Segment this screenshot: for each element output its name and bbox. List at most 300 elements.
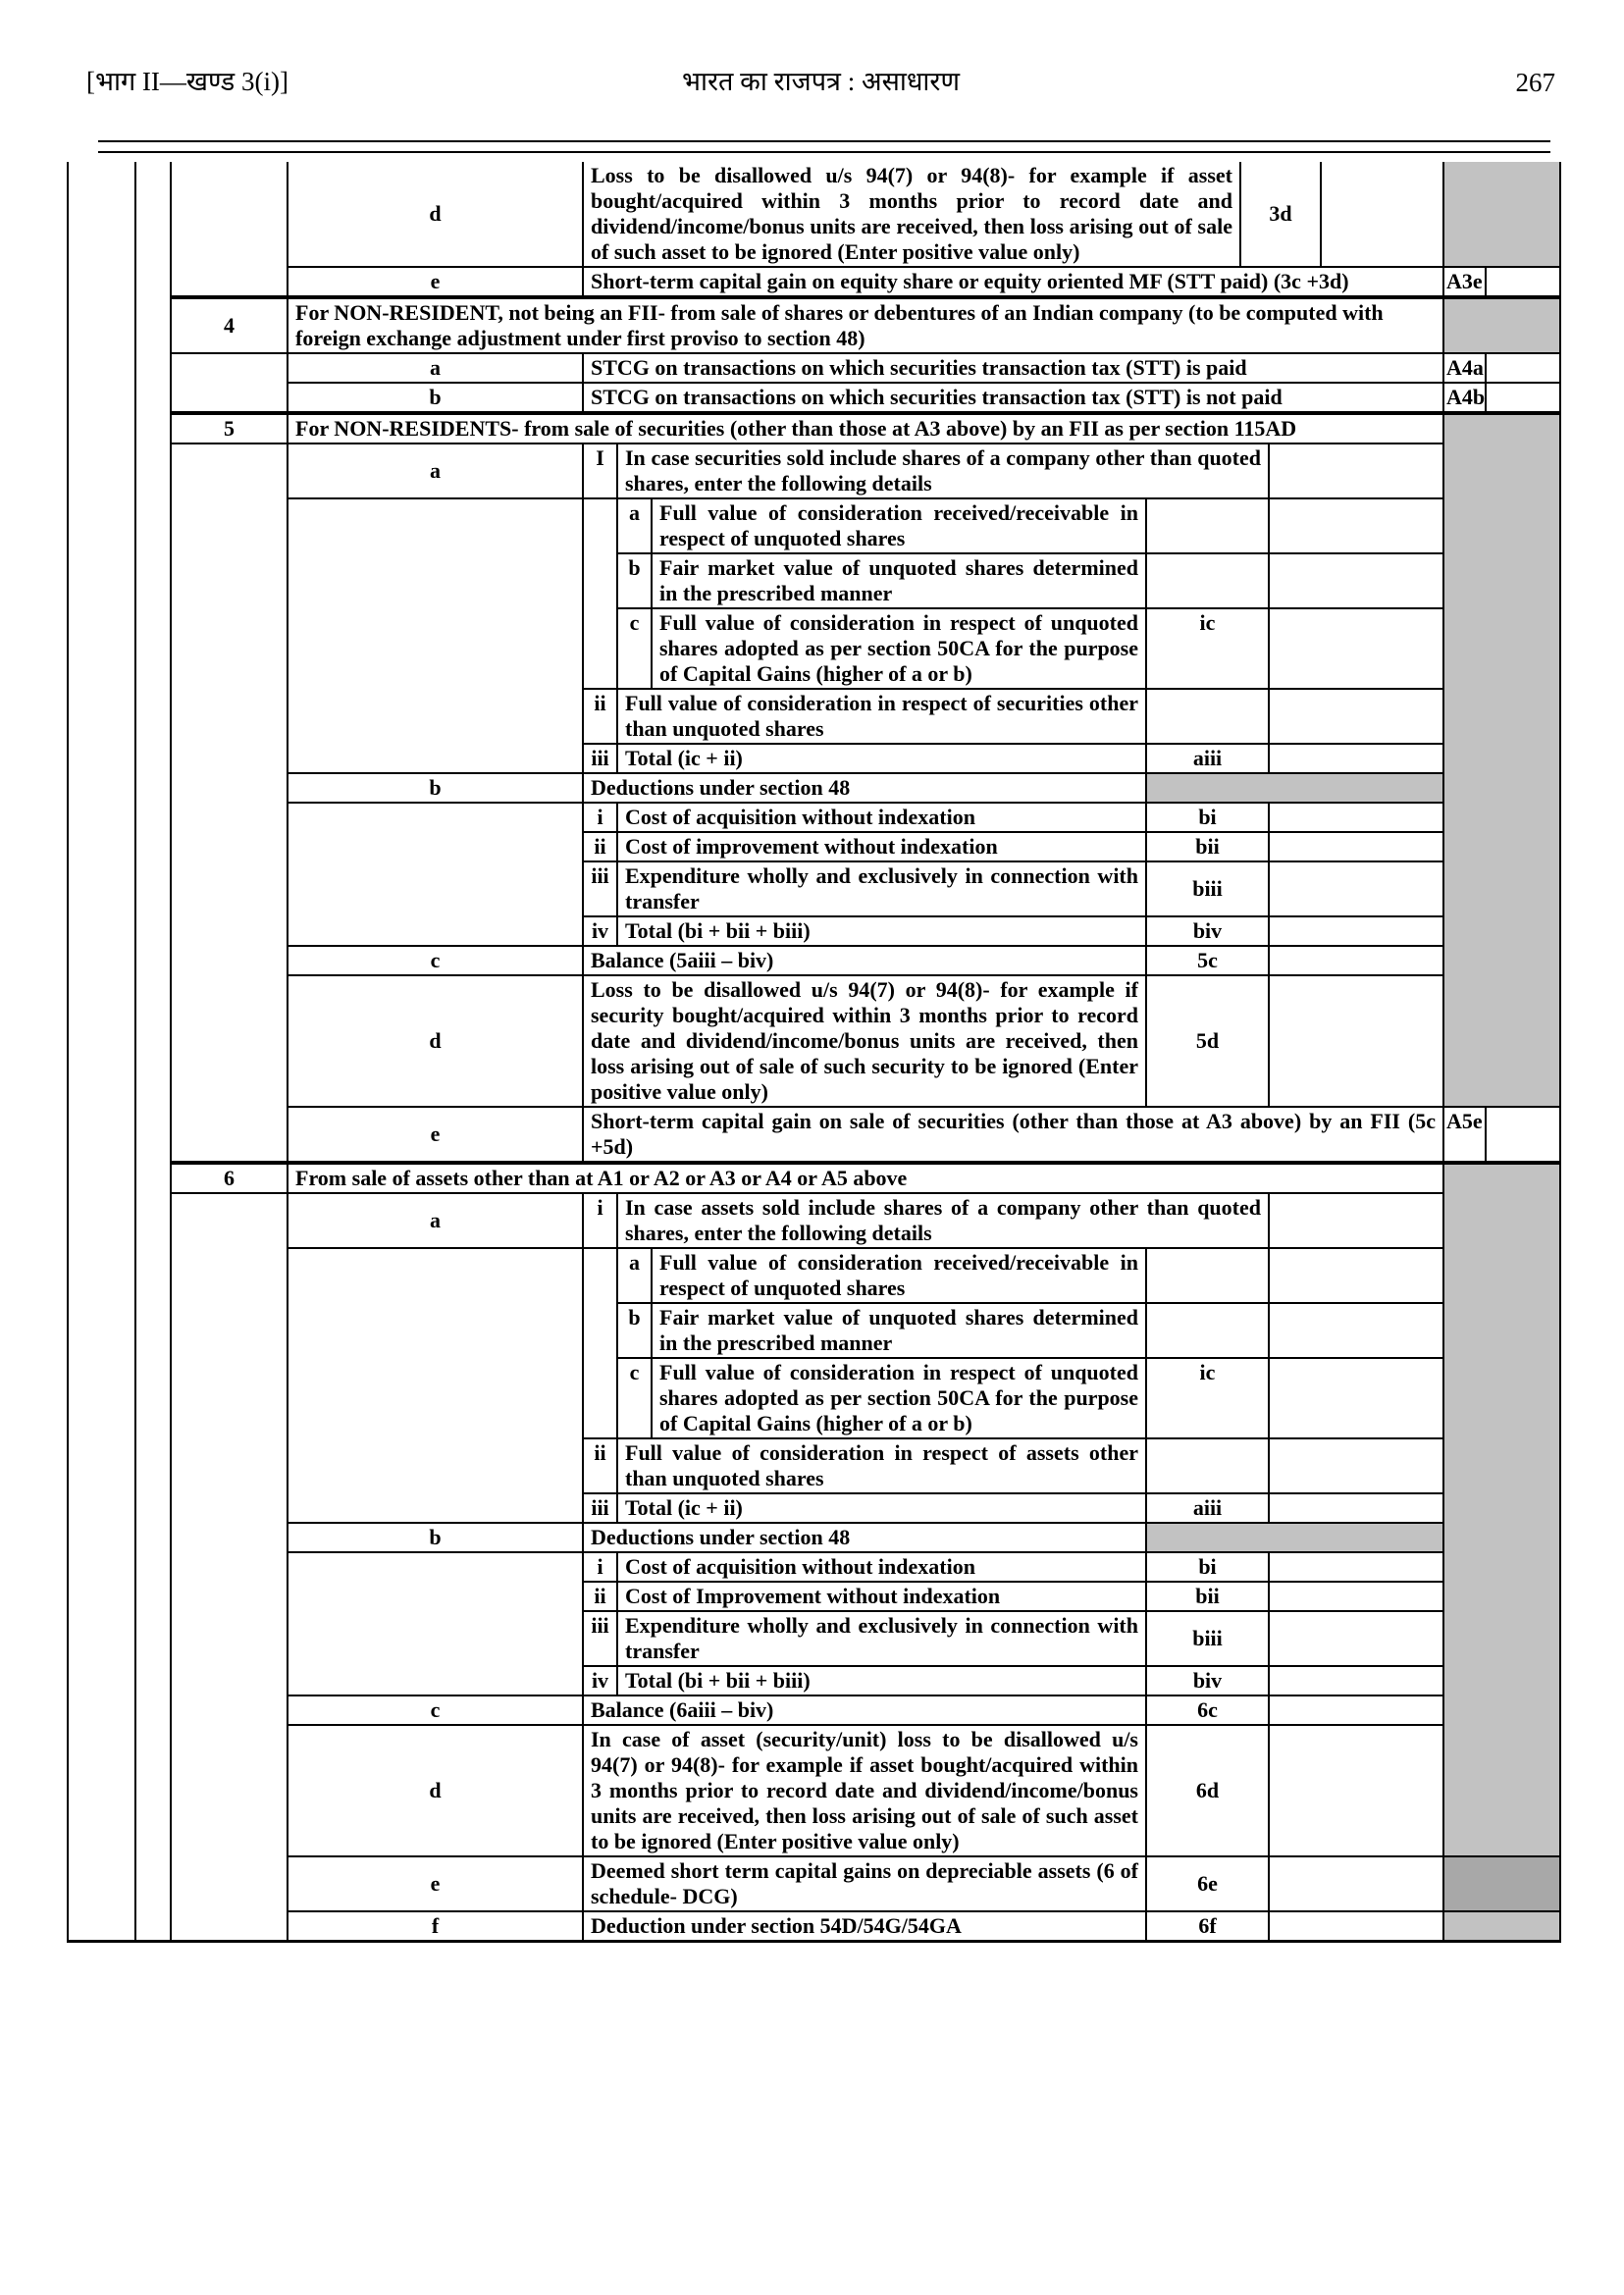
shaded-cell xyxy=(1444,609,1559,690)
value-cell xyxy=(1270,554,1444,609)
col-number xyxy=(172,1359,288,1439)
shaded-cell xyxy=(1444,1912,1559,1940)
col-spacer-2 xyxy=(136,1194,172,1249)
col-number xyxy=(172,1304,288,1359)
table-row xyxy=(69,1494,1559,1524)
value-cell xyxy=(1270,1726,1444,1857)
row-code: 6c xyxy=(1147,1696,1270,1726)
row-code xyxy=(1147,1249,1270,1304)
row-text: In case securities sold include shares of a company other than quoted shares, enter the following details xyxy=(618,444,1270,499)
col-number xyxy=(172,444,288,499)
table-row xyxy=(69,1912,1559,1940)
shaded-cell xyxy=(1444,1696,1559,1726)
value-cell xyxy=(1270,1912,1444,1940)
value-cell xyxy=(1270,1359,1444,1439)
table-row xyxy=(69,1667,1559,1696)
value-cell xyxy=(1270,499,1444,554)
col-spacer-1 xyxy=(69,917,136,947)
col-spacer-2 xyxy=(136,1696,172,1726)
col-letter xyxy=(288,1612,584,1667)
col-spacer-2 xyxy=(136,1108,172,1165)
col-number xyxy=(172,554,288,609)
shaded-cell xyxy=(1444,1524,1559,1553)
roman-cell: iii xyxy=(584,745,618,774)
col-spacer-1 xyxy=(69,499,136,554)
col-spacer-2 xyxy=(136,1553,172,1583)
table-row xyxy=(69,1857,1559,1912)
col-spacer-1 xyxy=(69,804,136,833)
row-letter: c xyxy=(288,947,584,976)
row-text: Total (ic + ii) xyxy=(618,745,1147,774)
sub-letter: b xyxy=(618,1304,653,1359)
col-number xyxy=(172,1612,288,1667)
row-text: Cost of improvement without indexation xyxy=(618,833,1147,862)
shaded-cell xyxy=(1444,1439,1559,1494)
col-spacer-2 xyxy=(136,1359,172,1439)
row-text: Cost of acquisition without indexation xyxy=(618,804,1147,833)
row-letter: d xyxy=(288,976,584,1108)
col-number xyxy=(172,1524,288,1553)
col-spacer-2 xyxy=(136,354,172,384)
col-spacer-2 xyxy=(136,917,172,947)
col-number xyxy=(172,354,288,384)
col-spacer-1 xyxy=(69,774,136,804)
col-number xyxy=(172,947,288,976)
table-row xyxy=(69,1359,1559,1439)
sub-letter: a xyxy=(618,1249,653,1304)
col-number xyxy=(172,745,288,774)
value-cell xyxy=(1270,745,1444,774)
row-code: 6e xyxy=(1147,1857,1270,1912)
row-text: Loss to be disallowed u/s 94(7) or 94(8)- for example if security bought/acquired within 3 months prior to record date and dividend/income/bonus units are received, then loss arising out of sale of such security to be ignored (Enter positive value only) xyxy=(584,976,1147,1108)
shaded-cell xyxy=(1444,804,1559,833)
col-spacer-2 xyxy=(136,745,172,774)
col-spacer-1 xyxy=(69,554,136,609)
value-cell xyxy=(1270,1304,1444,1359)
row-text: Short-term capital gain on equity share or equity oriented MF (STT paid) (3c +3d) xyxy=(584,268,1444,299)
col-roman xyxy=(584,554,618,609)
value-cell xyxy=(1270,1857,1444,1912)
roman-cell: iii xyxy=(584,1612,618,1667)
col-spacer-2 xyxy=(136,499,172,554)
row-text: In case of asset (security/unit) loss to be disallowed u/s 94(7) or 94(8)- for example if asset bought/acquired within 3 months prior to record date and dividend/income/bonus units are received, then loss arising out of sale of such asset to be ignored (Enter positive value only) xyxy=(584,1726,1147,1857)
col-spacer-1 xyxy=(69,1249,136,1304)
table-row xyxy=(69,862,1559,917)
shaded-cell xyxy=(1444,947,1559,976)
table-row xyxy=(69,774,1559,804)
col-spacer-2 xyxy=(136,774,172,804)
shaded-cell xyxy=(1444,917,1559,947)
col-letter xyxy=(288,1583,584,1612)
value-cell xyxy=(1270,690,1444,745)
sub-letter: c xyxy=(618,609,653,690)
col-spacer-2 xyxy=(136,299,172,354)
col-spacer-2 xyxy=(136,833,172,862)
value-cell xyxy=(1270,1249,1444,1304)
shaded-cell xyxy=(1444,862,1559,917)
col-spacer-1 xyxy=(69,1726,136,1857)
row-text: Full value of consideration in respect of securities other than unquoted shares xyxy=(618,690,1147,745)
col-spacer-2 xyxy=(136,1726,172,1857)
col-spacer-1 xyxy=(69,444,136,499)
col-number xyxy=(172,1108,288,1165)
col-number xyxy=(172,1912,288,1940)
row-text: Total (bi + bii + biii) xyxy=(618,917,1147,947)
col-letter xyxy=(288,1553,584,1583)
col-spacer-2 xyxy=(136,1667,172,1696)
shaded-cell xyxy=(1444,690,1559,745)
col-letter xyxy=(288,917,584,947)
table-row xyxy=(69,1304,1559,1359)
col-spacer-2 xyxy=(136,804,172,833)
row-letter: b xyxy=(288,1524,584,1553)
col-spacer-2 xyxy=(136,162,172,268)
shaded-cell xyxy=(1444,1249,1559,1304)
col-spacer-1 xyxy=(69,947,136,976)
col-spacer-2 xyxy=(136,1304,172,1359)
row-letter: e xyxy=(288,1857,584,1912)
value-cell xyxy=(1270,917,1444,947)
row-text: Full value of consideration in respect of assets other than unquoted shares xyxy=(618,1439,1147,1494)
col-spacer-2 xyxy=(136,1494,172,1524)
col-letter xyxy=(288,804,584,833)
shaded-cell xyxy=(1444,1553,1559,1583)
col-spacer-1 xyxy=(69,384,136,415)
col-spacer-1 xyxy=(69,268,136,299)
sub-letter: b xyxy=(618,554,653,609)
col-letter xyxy=(288,1304,584,1359)
row-code: bi xyxy=(1147,1553,1270,1583)
roman-cell: i xyxy=(584,1194,618,1249)
shaded-cell xyxy=(1444,499,1559,554)
row-text: Cost of Improvement without indexation xyxy=(618,1583,1147,1612)
value-cell xyxy=(1270,1667,1444,1696)
shaded-cell xyxy=(1444,745,1559,774)
col-spacer-1 xyxy=(69,1108,136,1165)
section-number: 4 xyxy=(172,299,288,354)
table-row xyxy=(69,690,1559,745)
col-number xyxy=(172,1553,288,1583)
row-text: Full value of consideration received/receivable in respect of unquoted shares xyxy=(653,1249,1147,1304)
col-number xyxy=(172,384,288,415)
section-text: For NON-RESIDENTS- from sale of securities (other than those at A3 above) by an FII as per section 115AD xyxy=(288,415,1444,444)
row-code: A4a xyxy=(1444,354,1487,384)
col-letter xyxy=(288,1249,584,1304)
col-number xyxy=(172,1439,288,1494)
row-code: 5d xyxy=(1147,976,1270,1108)
col-spacer-1 xyxy=(69,1524,136,1553)
shaded-cell xyxy=(1444,1583,1559,1612)
col-spacer-2 xyxy=(136,444,172,499)
col-spacer-2 xyxy=(136,1857,172,1912)
col-spacer-1 xyxy=(69,299,136,354)
row-text: Deemed short term capital gains on depreciable assets (6 of schedule- DCG) xyxy=(584,1857,1147,1912)
table-row xyxy=(69,384,1559,415)
row-text: In case assets sold include shares of a company other than quoted shares, enter the following details xyxy=(618,1194,1270,1249)
shaded-cell xyxy=(1444,1359,1559,1439)
table-row xyxy=(69,268,1559,299)
col-number xyxy=(172,162,288,268)
col-number xyxy=(172,1726,288,1857)
row-code: bii xyxy=(1147,1583,1270,1612)
roman-cell: I xyxy=(584,444,618,499)
value-cell xyxy=(1270,804,1444,833)
table-row xyxy=(69,299,1559,354)
col-spacer-1 xyxy=(69,1304,136,1359)
col-number xyxy=(172,804,288,833)
col-number xyxy=(172,862,288,917)
value-cell xyxy=(1487,384,1559,415)
col-letter xyxy=(288,745,584,774)
col-number xyxy=(172,268,288,299)
header-gazette-title: भारत का राजपत्र : असाधारण xyxy=(682,67,960,96)
row-letter: d xyxy=(288,162,584,268)
value-cell xyxy=(1270,609,1444,690)
shaded-cell xyxy=(1444,976,1559,1108)
row-code: 3d xyxy=(1241,162,1322,268)
shaded-cell xyxy=(1444,1194,1559,1249)
row-text: Cost of acquisition without indexation xyxy=(618,1553,1147,1583)
col-spacer-2 xyxy=(136,1612,172,1667)
row-text: STCG on transactions on which securities transaction tax (STT) is not paid xyxy=(584,384,1444,415)
value-cell xyxy=(1270,1494,1444,1524)
section-text: From sale of assets other than at A1 or A2 or A3 or A4 or A5 above xyxy=(288,1165,1444,1194)
col-spacer-1 xyxy=(69,1696,136,1726)
table-row xyxy=(69,804,1559,833)
col-spacer-1 xyxy=(69,1194,136,1249)
table-row xyxy=(69,1553,1559,1583)
row-code: A4b xyxy=(1444,384,1487,415)
col-spacer-2 xyxy=(136,1249,172,1304)
section-number: 6 xyxy=(172,1165,288,1194)
roman-cell: i xyxy=(584,804,618,833)
sub-letter: c xyxy=(618,1359,653,1439)
row-code: biii xyxy=(1147,1612,1270,1667)
col-roman xyxy=(584,1304,618,1359)
table-row xyxy=(69,444,1559,499)
shaded-cell xyxy=(1444,415,1559,444)
col-roman xyxy=(584,1249,618,1304)
table-row xyxy=(69,354,1559,384)
row-code: ic xyxy=(1147,1359,1270,1439)
col-number xyxy=(172,1494,288,1524)
table-row xyxy=(69,1696,1559,1726)
col-spacer-2 xyxy=(136,976,172,1108)
row-code xyxy=(1147,499,1270,554)
col-spacer-1 xyxy=(69,162,136,268)
row-letter: b xyxy=(288,774,584,804)
col-spacer-1 xyxy=(69,862,136,917)
col-spacer-1 xyxy=(69,690,136,745)
col-letter xyxy=(288,499,584,554)
row-letter: a xyxy=(288,444,584,499)
roman-cell: iv xyxy=(584,1667,618,1696)
table-row xyxy=(69,745,1559,774)
table-row xyxy=(69,1583,1559,1612)
row-text: Fair market value of unquoted shares determined in the prescribed manner xyxy=(653,554,1147,609)
table-row xyxy=(69,499,1559,554)
row-code: 5c xyxy=(1147,947,1270,976)
col-letter xyxy=(288,1439,584,1494)
value-cell xyxy=(1487,1108,1559,1165)
col-spacer-1 xyxy=(69,609,136,690)
shaded-cell xyxy=(1444,1612,1559,1667)
value-cell xyxy=(1270,833,1444,862)
col-number xyxy=(172,690,288,745)
col-number xyxy=(172,1857,288,1912)
col-spacer-2 xyxy=(136,415,172,444)
row-text: Full value of consideration in respect of unquoted shares adopted as per section 50CA for the purpose of Capital Gains (higher of a or b) xyxy=(653,1359,1147,1439)
col-spacer-2 xyxy=(136,947,172,976)
row-letter: e xyxy=(288,268,584,299)
col-spacer-1 xyxy=(69,1912,136,1940)
col-spacer-2 xyxy=(136,1165,172,1194)
table-row xyxy=(69,1524,1559,1553)
row-text: Deductions under section 48 xyxy=(584,774,1147,804)
shaded-cell xyxy=(1444,299,1559,354)
header-part-section: [भाग II—खण्ड 3(i)] xyxy=(86,62,288,98)
col-spacer-1 xyxy=(69,415,136,444)
row-letter: a xyxy=(288,354,584,384)
row-code: ic xyxy=(1147,609,1270,690)
row-code: biv xyxy=(1147,917,1270,947)
shaded-cell xyxy=(1444,774,1559,804)
col-spacer-2 xyxy=(136,1912,172,1940)
roman-cell: i xyxy=(584,1553,618,1583)
row-code: 6f xyxy=(1147,1912,1270,1940)
col-spacer-2 xyxy=(136,609,172,690)
row-text: Balance (6aiii – biv) xyxy=(584,1696,1147,1726)
value-cell xyxy=(1270,444,1444,499)
shaded-cell xyxy=(1444,1667,1559,1696)
col-number xyxy=(172,1194,288,1249)
table-row xyxy=(69,415,1559,444)
shaded-cell xyxy=(1444,833,1559,862)
col-roman xyxy=(584,499,618,554)
roman-cell: iii xyxy=(584,1494,618,1524)
shaded-cell xyxy=(1444,1857,1559,1912)
col-letter xyxy=(288,1359,584,1439)
value-cell xyxy=(1270,1696,1444,1726)
col-roman xyxy=(584,1359,618,1439)
roman-cell: iv xyxy=(584,917,618,947)
row-code: aiii xyxy=(1147,745,1270,774)
roman-cell: ii xyxy=(584,1439,618,1494)
shaded-cell xyxy=(1444,162,1559,268)
row-text: Fair market value of unquoted shares determined in the prescribed manner xyxy=(653,1304,1147,1359)
row-letter: a xyxy=(288,1194,584,1249)
section-number: 5 xyxy=(172,415,288,444)
value-cell xyxy=(1270,1553,1444,1583)
table-row xyxy=(69,1165,1559,1194)
table-row xyxy=(69,1612,1559,1667)
col-number xyxy=(172,833,288,862)
row-code: A3e xyxy=(1444,268,1487,299)
row-code: bii xyxy=(1147,833,1270,862)
row-letter: c xyxy=(288,1696,584,1726)
row-code: biv xyxy=(1147,1667,1270,1696)
value-cell xyxy=(1322,162,1444,268)
col-spacer-1 xyxy=(69,1612,136,1667)
value-cell xyxy=(1270,947,1444,976)
row-letter: d xyxy=(288,1726,584,1857)
shaded-cell xyxy=(1444,1494,1559,1524)
row-letter: f xyxy=(288,1912,584,1940)
row-text: Balance (5aiii – biv) xyxy=(584,947,1147,976)
col-letter xyxy=(288,862,584,917)
row-code: A5e xyxy=(1444,1108,1487,1165)
row-letter: e xyxy=(288,1108,584,1165)
shaded-cell xyxy=(1444,444,1559,499)
row-code xyxy=(1147,1439,1270,1494)
row-code xyxy=(1147,1304,1270,1359)
col-spacer-1 xyxy=(69,1583,136,1612)
value-cell xyxy=(1487,268,1559,299)
row-text: Deduction under section 54D/54G/54GA xyxy=(584,1912,1147,1940)
value-cell xyxy=(1270,1583,1444,1612)
value-cell xyxy=(1270,976,1444,1108)
table-row xyxy=(69,609,1559,690)
col-spacer-2 xyxy=(136,268,172,299)
row-text: Total (ic + ii) xyxy=(618,1494,1147,1524)
row-letter: b xyxy=(288,384,584,415)
row-text: Loss to be disallowed u/s 94(7) or 94(8)- for example if asset bought/acquired within 3 months prior to record date and dividend/income/bonus units are received, then loss arising out of sale of such asset to be ignored (Enter positive value only) xyxy=(584,162,1241,268)
row-code xyxy=(1147,554,1270,609)
page-number: 267 xyxy=(1515,68,1555,97)
row-code: aiii xyxy=(1147,1494,1270,1524)
col-letter xyxy=(288,1494,584,1524)
col-number xyxy=(172,1667,288,1696)
value-cell xyxy=(1270,862,1444,917)
col-number xyxy=(172,1249,288,1304)
table-row xyxy=(69,1108,1559,1165)
row-code: bi xyxy=(1147,804,1270,833)
col-number xyxy=(172,917,288,947)
table-row xyxy=(69,976,1559,1108)
col-roman xyxy=(584,609,618,690)
roman-cell: ii xyxy=(584,833,618,862)
shaded-cell xyxy=(1444,1726,1559,1857)
col-spacer-1 xyxy=(69,1857,136,1912)
col-number xyxy=(172,774,288,804)
col-spacer-2 xyxy=(136,1583,172,1612)
table-row xyxy=(69,1726,1559,1857)
roman-cell: ii xyxy=(584,690,618,745)
row-code: biii xyxy=(1147,862,1270,917)
row-code xyxy=(1147,690,1270,745)
value-cell xyxy=(1270,1194,1444,1249)
col-letter xyxy=(288,1667,584,1696)
shaded-cell xyxy=(1444,554,1559,609)
col-spacer-1 xyxy=(69,1359,136,1439)
col-spacer-2 xyxy=(136,862,172,917)
col-spacer-1 xyxy=(69,1165,136,1194)
col-spacer-1 xyxy=(69,354,136,384)
col-spacer-1 xyxy=(69,1553,136,1583)
col-number xyxy=(172,1696,288,1726)
col-letter xyxy=(288,833,584,862)
header-rule xyxy=(98,140,1550,153)
col-letter xyxy=(288,609,584,690)
col-spacer-1 xyxy=(69,1439,136,1494)
col-number xyxy=(172,1583,288,1612)
table-row xyxy=(69,554,1559,609)
shaded-cell xyxy=(1444,1304,1559,1359)
sub-letter: a xyxy=(618,499,653,554)
row-text: Total (bi + bii + biii) xyxy=(618,1667,1147,1696)
table-row xyxy=(69,1249,1559,1304)
row-text: Full value of consideration in respect of unquoted shares adopted as per section 50CA for the purpose of Capital Gains (higher of a or b) xyxy=(653,609,1147,690)
